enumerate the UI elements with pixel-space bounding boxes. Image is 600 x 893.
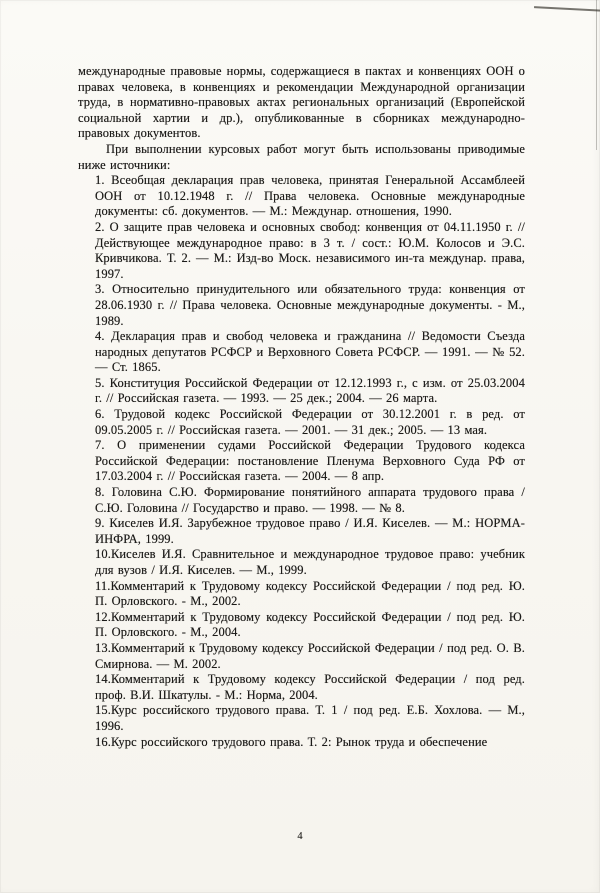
source-item (95, 173, 525, 220)
source-number: 9. (95, 516, 105, 531)
source-number: 10. (95, 547, 111, 562)
source-item (95, 672, 525, 703)
source-text: О применении судами Российской Федерации Трудового кодекса Российской Федерации: постановление Пленума Верховного Суда РФ от 17.03.2004 г. // Российская газета. — 2004. — 8 апр. (95, 438, 525, 484)
source-text: Киселев И.Я. Сравнительное и международное трудовое право: учебник для вузов / И.Я. Киселев. — М., 1999. (95, 547, 525, 577)
source-item (95, 579, 525, 610)
source-text: Комментарий к Трудовому кодексу Российской Федерации / под ред. О. В. Смирнова. — М. 2002. (95, 640, 525, 671)
source-item (95, 282, 525, 329)
source-text: О защите прав человека и основных свобод: конвенция от 04.11.1950 г. // Действующее международное право: в 3 т. / сост.: Ю.М. Колосов и Э.С. Кривчикова. Т. 2. — М.: Изд-во Моск. независимого ин-та междунар. права, 1997. (95, 219, 525, 281)
intro-paragraph-1: международные правовые нормы, содержащиеся в пактах и конвенциях ООН о правах человека, в конвенциях и рекомендации Международной организации труда, в нормативно-правовых актах региональных организаций (Европейской социальной хартии и др.), опубликованные в сборниках международно-правовых документов. (78, 64, 525, 141)
source-item (95, 547, 525, 578)
source-item (95, 438, 525, 485)
source-number: 13. (95, 640, 111, 655)
source-item (95, 516, 525, 547)
source-number: 12. (95, 609, 111, 624)
source-text: Комментарий к Трудовому кодексу Российской Федерации / под ред. Ю. П. Орловского. - М., 2002. (95, 578, 525, 609)
source-text: Трудовой кодекс Российской Федерации от 30.12.2001 г. в ред. от 09.05.2005 г. // Российская газета. — 2001. — 31 дек.; 2005. — 13 мая. (95, 407, 525, 437)
source-text: Комментарий к Трудовому кодексу Российской Федерации / под ред. Ю. П. Орловского. - М., 2004. (95, 609, 525, 640)
scan-artifact-edge-line (596, 0, 597, 150)
source-item (95, 703, 525, 734)
source-number: 16. (95, 734, 111, 749)
source-text: Всеобщая декларация прав человека, принятая Генеральной Ассамблеей ООН от 10.12.1948 г. // Права человека. Основные международные документы: сб. документов. — М.: Междунар. отношения, 1990. (95, 173, 525, 219)
source-item (95, 329, 525, 376)
source-number: 8. (95, 485, 105, 500)
source-number: 11. (95, 578, 111, 593)
source-text: Относительно принудительного или обязательного труда: конвенция от 28.06.1930 г. // Права человека. Основные международные документы. - М., 1989. (95, 282, 525, 328)
sources-list (78, 173, 525, 750)
source-item (95, 641, 525, 672)
source-number: 1. (95, 173, 105, 188)
source-item (95, 220, 525, 282)
source-text: Комментарий к Трудовому кодексу Российской Федерации / под ред. проф. В.И. Шкатулы. - М.: Норма, 2004. (95, 672, 525, 702)
scan-artifact-top-line (534, 6, 600, 12)
source-item (95, 485, 525, 516)
source-text: Конституция Российской Федерации от 12.12.1993 г., с изм. от 25.03.2004 г. // Российская газета. — 1993. — 25 дек.; 2004. — 26 марта. (95, 375, 525, 406)
document-body (78, 64, 525, 750)
source-number: 15. (95, 703, 111, 718)
source-item (95, 610, 525, 641)
source-item (95, 407, 525, 438)
source-item (95, 735, 525, 751)
source-item (95, 376, 525, 407)
source-text: Курс российского трудового права. Т. 1 / под ред. Е.Б. Хохлова. — М., 1996. (95, 703, 525, 733)
source-text: Курс российского трудового права. Т. 2: Рынок труда и обеспечение (110, 734, 488, 749)
source-number: 2. (95, 219, 105, 234)
page-number: 4 (297, 831, 303, 842)
source-text: Головина С.Ю. Формирование понятийного аппарата трудового права / С.Ю. Головина // Государство и право. — 1998. — № 8. (95, 485, 525, 515)
source-number: 3. (95, 282, 105, 297)
intro-paragraph-2: При выполнении курсовых работ могут быть использованы приводимые ниже источники: (78, 141, 525, 172)
source-number: 7. (95, 438, 105, 453)
source-text: Киселев И.Я. Зарубежное трудовое право / И.Я. Киселев. — М.: НОРМА-ИНФРА, 1999. (95, 516, 525, 546)
source-number: 14. (95, 672, 111, 687)
source-number: 6. (95, 407, 105, 422)
source-text: Декларация прав и свобод человека и гражданина // Ведомости Съезда народных депутатов РСФСР и Верховного Совета РСФСР. — 1991. — № 52. — Ст. 1865. (95, 329, 525, 375)
source-number: 4. (95, 329, 105, 344)
source-number: 5. (95, 375, 105, 390)
